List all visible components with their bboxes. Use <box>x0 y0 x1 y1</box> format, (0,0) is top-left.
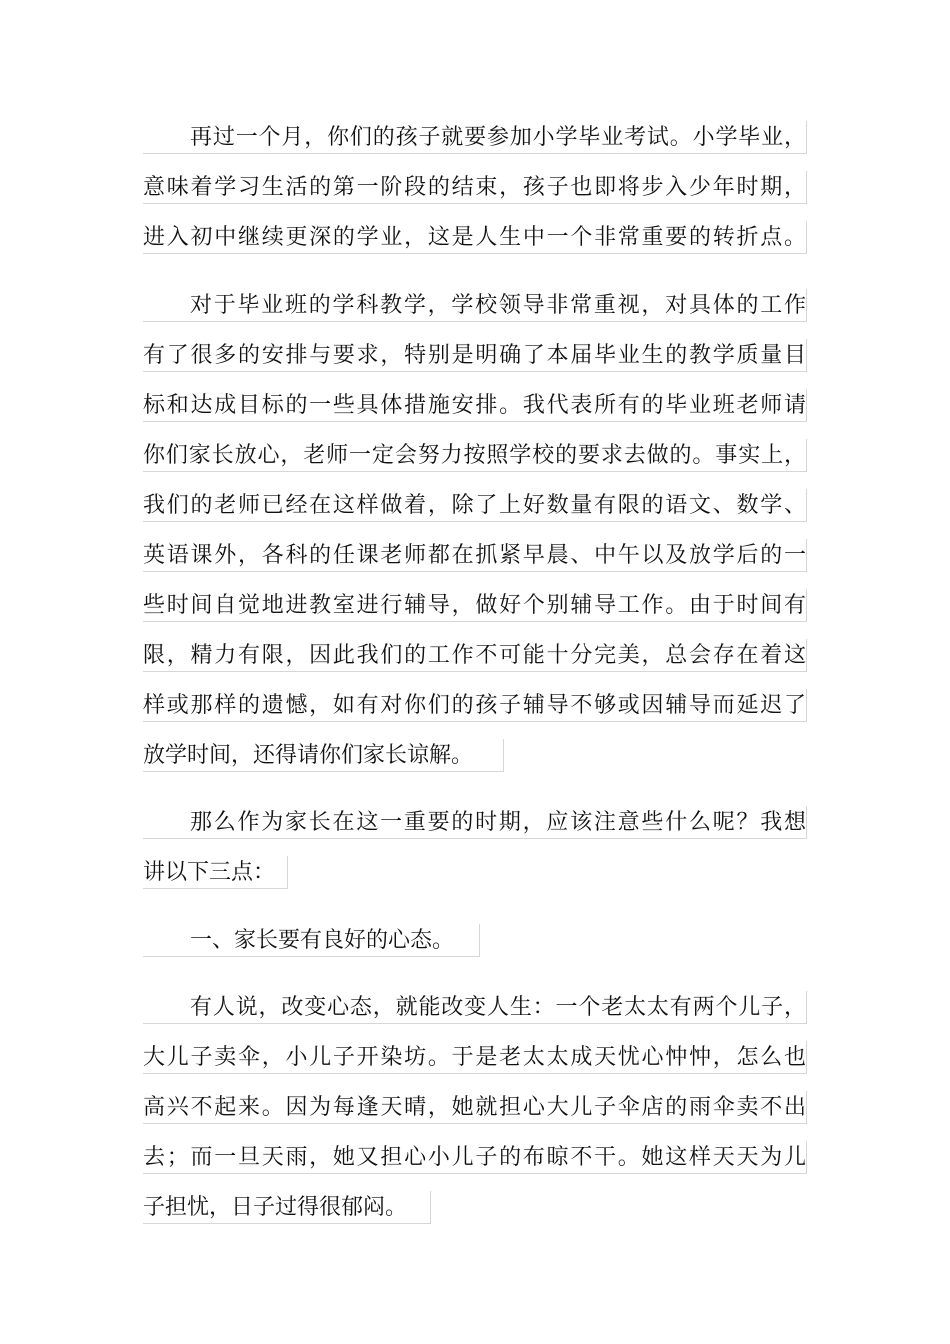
paragraph-5-line-1: 有人说，改变心态，就能改变人生：一个老太太有两个儿子， <box>143 991 807 1024</box>
paragraph-2-line-2: 有了很多的安排与要求，特别是明确了本届毕业生的教学质量目 <box>143 339 807 372</box>
paragraph-5-line-3: 高兴不起来。因为每逢天晴，她就担心大儿子伞店的雨伞卖不出 <box>143 1091 807 1124</box>
paragraph-2-line-7: 些时间自觉地进教室进行辅导，做好个别辅导工作。由于时间有 <box>143 589 807 622</box>
paragraph-5-line-4: 去；而一旦天雨，她又担心小儿子的布晾不干。她这样天天为儿 <box>143 1141 807 1174</box>
paragraph-1-line-3: 进入初中继续更深的学业，这是人生中一个非常重要的转折点。 <box>143 221 807 254</box>
paragraph-2-line-9: 样或那样的遗憾，如有对你们的孩子辅导不够或因辅导而延迟了 <box>143 689 807 722</box>
paragraph-5-line-2: 大儿子卖伞，小儿子开染坊。于是老太太成天忧心忡忡，怎么也 <box>143 1041 807 1074</box>
paragraph-2-line-5: 我们的老师已经在这样做着，除了上好数量有限的语文、数学、 <box>143 489 807 522</box>
paragraph-2-line-4: 你们家长放心，老师一定会努力按照学校的要求去做的。事实上， <box>143 439 807 472</box>
paragraph-3-line-2: 讲以下三点： <box>143 856 288 889</box>
paragraph-1-line-1: 再过一个月，你们的孩子就要参加小学毕业考试。小学毕业， <box>143 121 807 154</box>
paragraph-2-line-10: 放学时间，还得请你们家长谅解。 <box>143 739 504 772</box>
paragraph-2-line-1: 对于毕业班的学科教学，学校领导非常重视，对具体的工作 <box>143 289 807 322</box>
paragraph-1-line-2: 意味着学习生活的第一阶段的结束，孩子也即将步入少年时期， <box>143 171 807 204</box>
section-heading-1: 一、家长要有良好的心态。 <box>143 924 480 957</box>
paragraph-2-line-6: 英语课外，各科的任课老师都在抓紧早晨、中午以及放学后的一 <box>143 539 807 572</box>
paragraph-2-line-8: 限，精力有限，因此我们的工作不可能十分完美，总会存在着这 <box>143 639 807 672</box>
paragraph-3-line-1: 那么作为家长在这一重要的时期，应该注意些什么呢？我想 <box>143 806 807 839</box>
paragraph-5-line-5: 子担忧，日子过得很郁闷。 <box>143 1191 431 1224</box>
paragraph-2-line-3: 标和达成目标的一些具体措施安排。我代表所有的毕业班老师请 <box>143 389 807 422</box>
